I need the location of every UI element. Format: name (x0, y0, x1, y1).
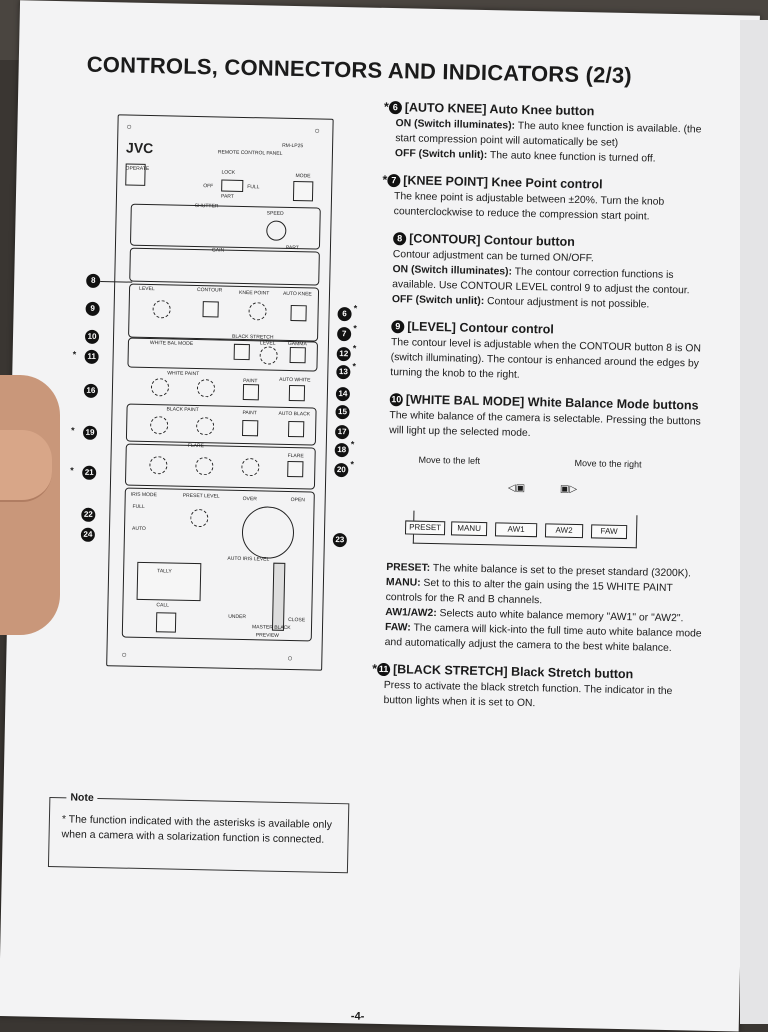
asterisk: * (352, 361, 357, 372)
off-text: The auto knee function is turned off. (489, 150, 656, 165)
auto-white-label: AUTO WHITE (279, 376, 311, 384)
flare-button[interactable] (287, 461, 303, 477)
remote-panel-diagram (106, 114, 334, 670)
flare-button-label: FLARE (287, 452, 304, 460)
white-bal-diagram (387, 452, 709, 559)
wb-mode-faw: FAW (591, 524, 627, 539)
asterisk: * (353, 303, 358, 314)
white-paint-b-knob[interactable] (197, 379, 215, 397)
text-column (372, 99, 716, 727)
paint-label: PAINT (243, 378, 258, 385)
close-label: CLOSE (288, 617, 306, 624)
callout-18: 18 (335, 443, 349, 457)
heading: * 7 [KNEE POINT] Knee Point control (382, 172, 603, 192)
aw-text: Selects auto white balance memory "AW1" or "AW2". (439, 608, 684, 625)
callout-23: 23 (333, 533, 347, 547)
panel-subtitle: REMOTE CONTROL PANEL (217, 149, 283, 157)
heading-text: [LEVEL] Contour control (407, 319, 554, 337)
call-button[interactable] (156, 612, 176, 632)
asterisk: * (352, 343, 357, 354)
auto-black-button[interactable] (288, 421, 304, 437)
callout-21: 21 (82, 466, 96, 480)
iris-full-label: FULL (132, 503, 145, 510)
thumb (0, 430, 52, 502)
callout-14: 14 (336, 387, 350, 401)
callout-12: 12 (337, 347, 351, 361)
lock-off-label: OFF (203, 183, 214, 190)
off-label: OFF (Switch unlit): (394, 148, 488, 162)
black-paint-paint-label: PAINT (242, 410, 257, 417)
callout-16: 16 (84, 384, 98, 398)
off-text: Contour adjustment is not possible. (486, 296, 650, 311)
right-arrow-icon: ▣▷ (559, 483, 578, 496)
wb-mode-aw1: AW1 (495, 522, 537, 537)
contour-label: CONTOUR (196, 287, 223, 294)
on-label: ON (Switch illuminates): (395, 118, 516, 132)
panel-model: RM-LP25 (282, 142, 304, 150)
heading-text: [AUTO KNEE] Auto Knee button (404, 100, 595, 119)
heading: * 6 [AUTO KNEE] Auto Knee button (383, 99, 595, 119)
white-bal-mode-label: WHITE BAL MODE (149, 340, 194, 347)
section-knee-point (382, 172, 715, 226)
asterisk: * (353, 323, 357, 334)
faw-text: The camera will kick-into the full time auto white balance mode and automatically adjust the camera to the best white balance. (384, 622, 702, 655)
panel-hole: ○ (287, 652, 293, 664)
off-label: OFF (Switch unlit): (391, 294, 485, 308)
body-text: Contour adjustment can be turned ON/OFF. (392, 249, 594, 265)
move-left-label: Move to the left (418, 454, 481, 466)
callout-22: 22 (81, 508, 95, 522)
hand (0, 375, 60, 635)
on-label: ON (Switch illuminates): (392, 264, 513, 278)
number-badge: 9 (391, 320, 404, 333)
note-text: * The function indicated with the asterisks is available only when a camera with a solarization function is connected. (61, 813, 333, 846)
flare-label: FLARE (187, 442, 204, 450)
callout-7: 7 (337, 327, 351, 341)
auto-knee-button[interactable] (290, 305, 306, 321)
knee-point-label: KNEE POINT (238, 289, 270, 297)
preset-level-label: PRESET LEVEL (182, 492, 220, 500)
auto-white-button[interactable] (289, 385, 305, 401)
auto-black-label: AUTO BLACK (278, 410, 311, 418)
section-contour (392, 231, 714, 314)
faw-label: FAW: (384, 622, 411, 634)
gain-label: GAIN (211, 247, 225, 254)
note-box (48, 791, 349, 873)
gamma-label: GAMMA (287, 340, 307, 348)
callout-10: 10 (85, 330, 99, 344)
manu-label: MANU: (385, 577, 421, 589)
asterisk: * (350, 459, 355, 470)
part-label: PART (285, 244, 299, 252)
white-paint-button[interactable] (243, 384, 259, 400)
over-label: OVER (242, 496, 257, 503)
call-label: CALL (156, 602, 170, 609)
black-stretch-button[interactable] (234, 344, 250, 360)
next-page-edge (740, 20, 768, 1024)
page-title: CONTROLS, CONNECTORS AND INDICATORS (2/3) (86, 51, 633, 89)
wb-mode-aw2: AW2 (545, 523, 583, 538)
callout-19: 19 (83, 426, 97, 440)
panel-hole: ○ (314, 125, 320, 136)
section-white-bal (385, 392, 710, 657)
gain-group (129, 248, 320, 286)
callout-24: 24 (81, 528, 95, 542)
number-badge: 7 (387, 174, 400, 187)
lock-part-label: PART (220, 193, 234, 200)
iris-mode-label: IRIS MODE (130, 491, 157, 499)
asterisk: * (70, 425, 75, 436)
lock-label: LOCK (221, 169, 236, 176)
heading-text: [CONTOUR] Contour button (409, 231, 575, 249)
contour-button[interactable] (202, 301, 218, 317)
iris-auto-label: AUTO (131, 525, 146, 533)
preset-label: PRESET: (386, 562, 431, 574)
on-text: The auto knee function is available. (the start compression point will automatically be set) (395, 120, 702, 149)
callout-17: 17 (335, 425, 349, 439)
asterisk: * (350, 439, 355, 450)
callout-13: 13 (336, 365, 350, 379)
auto-knee-label: AUTO KNEE (282, 290, 312, 298)
section-contour-level (390, 319, 711, 387)
gamma-button[interactable] (290, 347, 306, 363)
white-paint-r-knob[interactable] (151, 378, 169, 396)
callout-20: 20 (334, 463, 348, 477)
body-text: Press to activate the black stretch function. The indicator in the button lights when it is set to ON. (383, 680, 673, 710)
under-label: UNDER (228, 613, 247, 621)
heading-text: [WHITE BAL MODE] White Balance Mode buttons (405, 392, 699, 413)
section-black-stretch (372, 661, 704, 715)
section-auto-knee (383, 99, 716, 168)
body-text: The white balance of the camera is selectable. Pressing the buttons will light up the selected mode. (389, 410, 701, 440)
mode-label: MODE (295, 173, 311, 180)
wb-mode-preset: PRESET (405, 520, 445, 535)
number-badge: 11 (377, 663, 390, 676)
number-badge: 8 (393, 232, 406, 245)
white-paint-label: WHITE PAINT (167, 370, 200, 378)
shutter-group (130, 204, 321, 250)
level-label: LEVEL (139, 285, 155, 293)
panel-brand: JVC (125, 139, 154, 157)
shutter-label: SHUTTER (194, 202, 219, 210)
heading: *11 [BLACK STRETCH] Black Stretch button (372, 661, 634, 682)
heading-text: [KNEE POINT] Knee Point control (403, 173, 603, 192)
black-paint-button[interactable] (242, 420, 258, 436)
auto-iris-level-label: AUTO IRIS LEVEL (227, 555, 270, 563)
body-text: The contour level is adjustable when the CONTOUR button 8 is ON (switch illuminating). The contour is enhanced around the edges by turning the knob to the right. (390, 337, 701, 381)
page-number: -4- (350, 1010, 365, 1023)
lock-full-label: FULL (247, 184, 260, 191)
tally-label: TALLY (157, 568, 172, 575)
callout-15: 15 (335, 405, 349, 419)
master-black-label: MASTER BLACK (251, 624, 291, 632)
note-title: Note (66, 790, 98, 806)
left-arrow-icon: ◁▣ (507, 482, 526, 494)
operate-label: OPERATE (125, 165, 150, 172)
wb-mode-manu: MANU (451, 521, 487, 536)
callout-6: 6 (337, 307, 351, 321)
open-label: OPEN (290, 497, 305, 504)
asterisk: * (70, 465, 74, 476)
mode-button[interactable] (293, 181, 313, 201)
callout-8: 8 (86, 274, 100, 288)
speed-label: SPEED (266, 210, 284, 217)
asterisk: * (72, 349, 77, 360)
callout-9: 9 (85, 302, 99, 316)
aw-label: AW1/AW2: (385, 607, 437, 620)
body-text: The knee point is adjustable between ±20%. Turn the knob counterclockwise to reduce the compression start point. (393, 191, 665, 223)
manu-text: Set to this to alter the gain using the 15 WHITE PAINT controls for the R and B channels. (385, 577, 673, 607)
on-text: The contour correction functions is available. Use CONTOUR LEVEL control 9 to adjust the contour. (392, 266, 690, 297)
number-badge: 6 (389, 101, 402, 114)
black-stretch-label: BLACK STRETCH (232, 333, 274, 341)
preview-label: PREVIEW (255, 632, 279, 639)
lock-switch[interactable] (221, 180, 243, 192)
number-badge: 10 (390, 393, 403, 406)
black-paint-label: BLACK PAINT (166, 406, 199, 414)
panel-hole: ○ (126, 121, 133, 132)
callout-11: 11 (84, 350, 98, 364)
move-right-label: Move to the right (574, 457, 642, 470)
master-black-slider[interactable] (272, 563, 285, 631)
panel-hole: ○ (121, 649, 127, 660)
preset-text: The white balance is set to the preset standard (3200K). (432, 563, 692, 580)
gamma-level-label: LEVEL (259, 340, 276, 347)
heading-text: [BLACK STRETCH] Black Stretch button (392, 662, 634, 682)
